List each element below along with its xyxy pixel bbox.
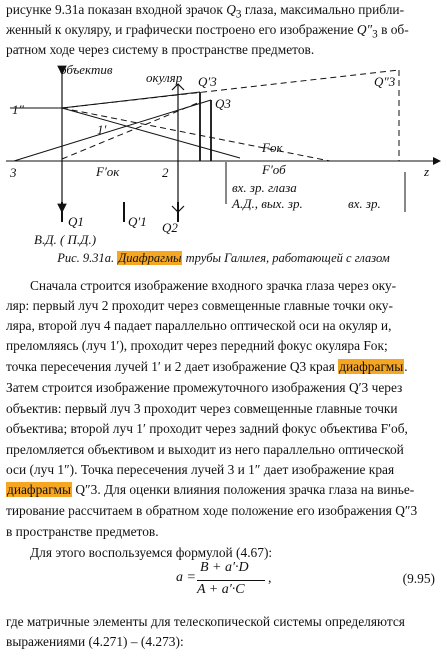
label-ray-1pp: 1″	[12, 102, 24, 117]
formula-denominator: A + a′·C	[197, 582, 245, 597]
intro-line-2: женный к окуляру, и графически построено его изображение $Q''_3$ в об-	[6, 22, 409, 41]
para1-line-l: тирование рассчитаем в обратном ходе положение его изображения Q″3	[6, 503, 418, 518]
ray-3	[14, 100, 211, 161]
formula-numerator: B + a′·D	[200, 560, 249, 575]
para1-line-m: в пространстве предметов.	[6, 524, 159, 539]
label-fok: Fок	[262, 140, 283, 155]
ray-1p	[62, 92, 200, 108]
ray-2	[62, 102, 200, 159]
para1-line-c: ляра, второй луч 4 падает параллельно оптической оси на окуляр и,	[6, 318, 392, 333]
label-q3p: Q′3	[198, 74, 217, 89]
label-field-stop: В.Д. ( П.Д.)	[34, 232, 97, 247]
para1-line-i: преломляется объективом и выходит из него параллельно оптической	[6, 442, 404, 457]
label-ray-2: 2	[162, 165, 169, 180]
label-z-axis: z	[424, 164, 430, 179]
para1-line-b: ляр: первый луч 2 проходит через совмещенные главные точки оку-	[6, 298, 393, 313]
formula-lhs: a =	[176, 570, 196, 585]
figure-caption: Рис. 9.31а. Диафрагмы трубы Галилея, работающей с глазом	[57, 251, 390, 265]
label-q2: Q2	[162, 220, 178, 235]
formula-comma: ,	[268, 571, 272, 586]
label-q3pp: Q″3	[374, 74, 396, 89]
label-objective: объектив	[60, 62, 113, 77]
para3-line-b: выражениями (4.271) – (4.273):	[6, 634, 184, 649]
intro-line-3: ратном ходе через систему в пространстве предметов.	[6, 42, 315, 57]
para1-line-e: точка пересечения лучей 1′ и 2 дает изображение Q3 края диафрагмы.	[6, 359, 408, 374]
highlight-diafragmy-2: диафрагмы	[7, 482, 72, 497]
label-exit-pupil: А.Д., вых. зр.	[232, 196, 303, 211]
label-ray-3: 3	[10, 165, 17, 180]
galilean-telescope-diagram	[0, 62, 447, 247]
highlight-diafragmy-1: диафрагмы	[339, 359, 404, 374]
highlight-diafragmy-caption: Диафрагмы	[118, 251, 182, 265]
label-ray-1p: 1′	[97, 122, 107, 137]
label-q1: Q1	[68, 214, 84, 229]
formula-9-95	[0, 556, 447, 604]
label-q1p: Q′1	[128, 214, 147, 229]
para1-line-g: объектив: первый луч 3 проходит через совмещенные главные точки	[6, 401, 398, 416]
para2: Для этого воспользуемся формулой (4.67):	[30, 545, 273, 560]
para1-line-d: преломляясь (луч 1′), проходит через передний фокус окуляра Fок;	[6, 338, 388, 353]
para1-line-k: диафрагмы Q″3. Для оценки влияния положения зрачка глаза на винье-	[7, 482, 415, 497]
label-fob-prime: F′об	[262, 162, 286, 177]
label-entrance-pupil: вх. зр.	[348, 196, 381, 211]
label-eye-pupil: вх. зр. глаза	[232, 180, 297, 195]
intro-line-1: рисунке 9.31а показан входной зрачок $Q_3$ глаза, максимально прибли-	[6, 2, 405, 21]
label-fok-prime: F′ок	[96, 164, 120, 179]
label-q3: Q3	[215, 96, 231, 111]
fraction-line	[197, 580, 265, 581]
para3-line-a: где матричные элементы для телескопической системы определяются	[6, 614, 405, 629]
equation-number: (9.95)	[402, 571, 435, 586]
para1-line-j: оси (луч 1″). Точка пересечения лучей 3 и 1″ дает изображение края	[6, 462, 395, 477]
para1-line-f: Затем строится изображение промежуточного изображения Q′3 через	[6, 380, 403, 395]
para1-line-h: объектива; второй луч 1′ проходит через задний фокус объектива F′об,	[6, 421, 408, 436]
label-eyepiece: окуляр	[146, 70, 183, 85]
para1-line-a: Сначала строится изображение входного зрачка глаза через оку-	[30, 278, 397, 293]
